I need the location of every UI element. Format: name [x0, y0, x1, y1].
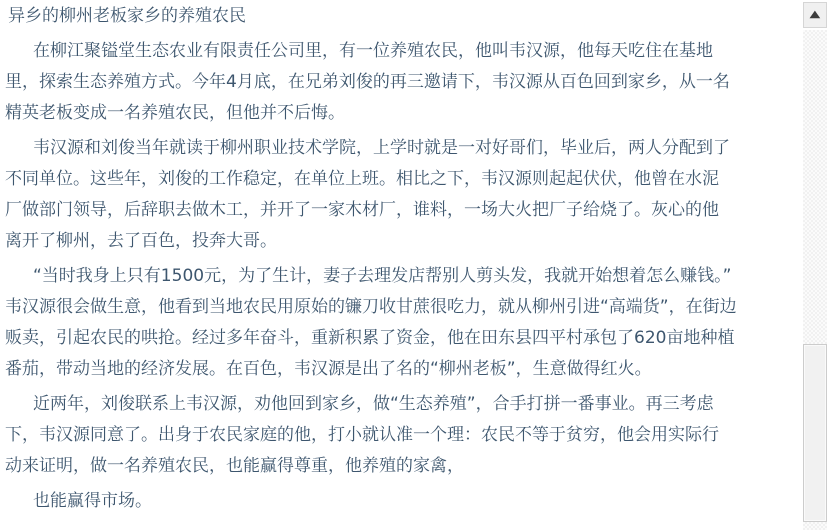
paragraph: [5, 36, 796, 129]
text-line: 韦汉源很会做生意，他看到当地农民用原始的镰刀收甘蔗很吃力，就从柳州引进“高端货”，在街边: [5, 297, 737, 317]
scrollbar-track[interactable]: [803, 30, 827, 530]
text-line: 离开了柳州，去了百色，投奔大哥。: [5, 231, 277, 251]
text-line: 里，探索生态养殖方式。今年4月底，在兄弟刘俊的再三邀请下，韦汉源从百色回到家乡，从一名: [5, 72, 730, 92]
text-line: 动来证明，做一名养殖农民，也能赢得尊重，他养殖的家禽，: [5, 456, 464, 476]
text-line: 厂做部门领导，后辞职去做木工，并开了一家木材厂，谁料，一场大火把厂子给烧了。灰心的他: [5, 200, 719, 220]
text-line: 韦汉源和刘俊当年就读于柳州职业技术学院，上学时就是一对好哥们，毕业后，两人分配到了: [33, 138, 730, 158]
text-line: 在柳江聚镒堂生态农业有限责任公司里，有一位养殖农民，他叫韦汉源，他每天吃住在基地: [33, 41, 713, 61]
text-line: 下，韦汉源同意了。出身于农民家庭的他，打小就认准一个理：农民不等于贫穷，他会用实际行: [5, 425, 719, 445]
text-line: 番茄，带动当地的经济发展。在百色，韦汉源是出了名的“柳州老板”，生意做得红火。: [5, 359, 652, 379]
text-line: 精英老板变成一名养殖农民，但他并不后悔。: [5, 103, 345, 123]
paragraph: [5, 486, 796, 517]
text-line: 也能赢得市场。: [33, 491, 152, 511]
scrollbar-thumb[interactable]: [803, 344, 827, 522]
text-line: 贩卖，引起农民的哄抢。经过多年奋斗，重新积累了资金，他在田东县四平村承包了620亩地种植: [5, 328, 735, 348]
up-arrow-icon: ▲: [809, 9, 821, 20]
article-title: 异乡的柳州老板家乡的养殖农民: [8, 6, 246, 26]
text-line: 不同单位。这些年，刘俊的工作稳定，在单位上班。相比之下，韦汉源则起起伏伏，他曾在水泥: [5, 169, 719, 189]
scroll-up-button[interactable]: [803, 2, 827, 28]
paragraph: [5, 261, 796, 385]
paragraph: [5, 389, 796, 482]
text-line: “当时我身上只有1500元，为了生计，妻子去理发店帮别人剪头发，我就开始想着怎么赚钱。”: [33, 266, 732, 286]
paragraph: [5, 133, 796, 257]
text-line: 近两年，刘俊联系上韦汉源，劝他回到家乡，做“生态养殖”，合手打拼一番事业。再三考虑: [33, 394, 714, 414]
vertical-scrollbar[interactable]: [802, 0, 828, 530]
